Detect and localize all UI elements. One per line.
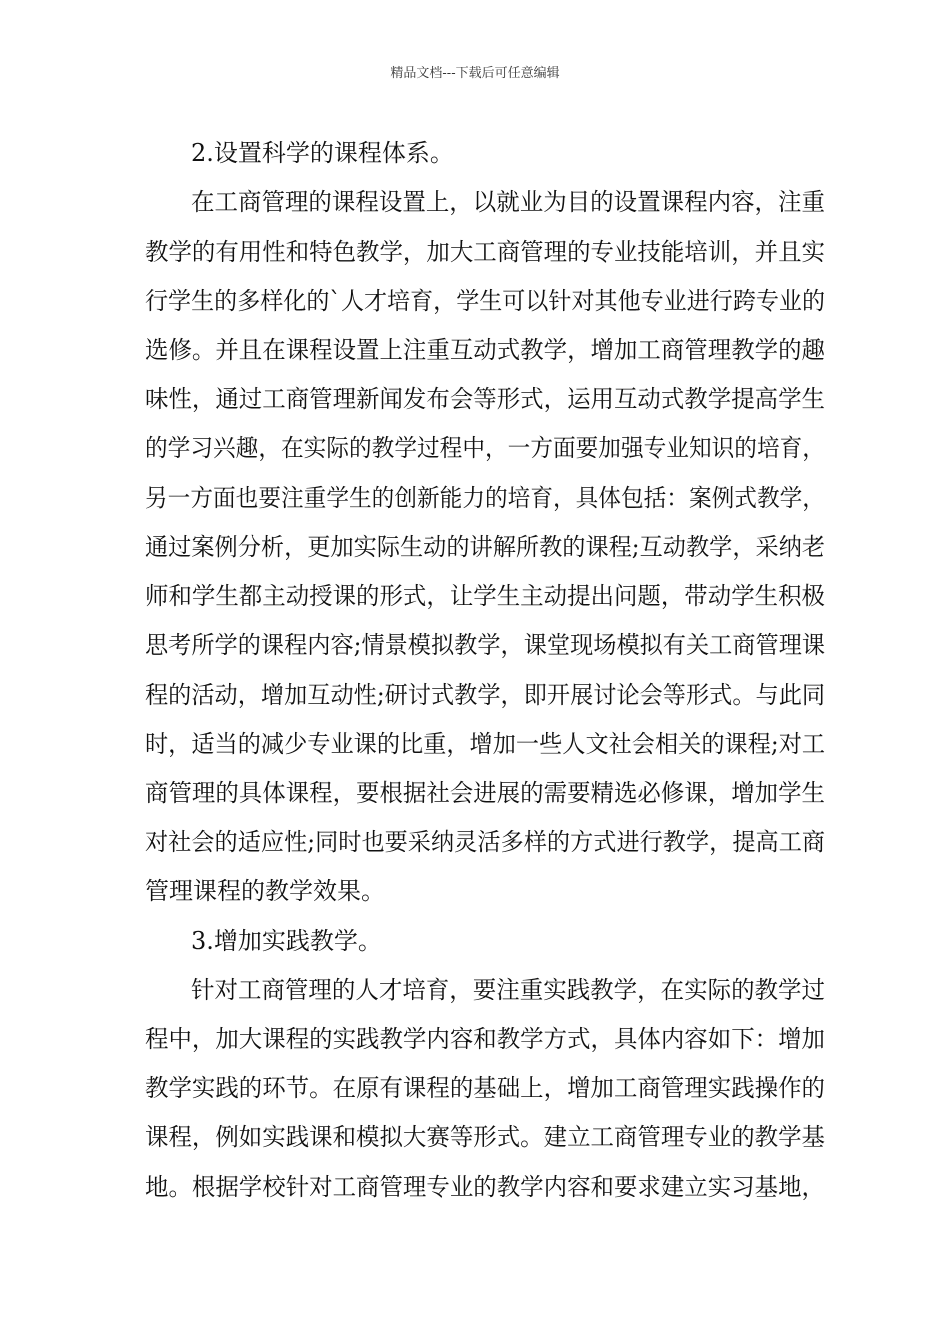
section-3-heading: 3.增加实践教学。 xyxy=(191,927,382,955)
page-header: 精品文档---下载后可任意编辑 xyxy=(390,66,560,81)
paragraph-line: 思考所学的课程内容;情景模拟教学，课堂现场模拟有关工商管理课 xyxy=(145,631,826,659)
paragraph-line: 程中，加大课程的实践教学内容和教学方式，具体内容如下：增加 xyxy=(145,1025,825,1053)
paragraph-line: 另一方面也要注重学生的创新能力的培育，具体包括：案例式教学， xyxy=(145,484,825,512)
paragraph-line: 商管理的具体课程，要根据社会进展的需要精选必修课，增加学生 xyxy=(145,779,825,807)
paragraph-line: 行学生的多样化的`人才培育，学生可以针对其他专业进行跨专业的 xyxy=(145,287,826,315)
paragraph-line: 管理课程的教学效果。 xyxy=(145,877,385,905)
paragraph-line: 针对工商管理的人才培育，要注重实践教学，在实际的教学过 xyxy=(191,976,826,1004)
section-2-heading: 2.设置科学的课程体系。 xyxy=(191,139,454,167)
paragraph-line: 师和学生都主动授课的形式，让学生主动提出问题，带动学生积极 xyxy=(145,582,825,610)
paragraph-line: 选修。并且在课程设置上注重互动式教学，增加工商管理教学的趣 xyxy=(145,336,825,364)
paragraph-line: 时，适当的减少专业课的比重，增加一些人文社会相关的课程;对工 xyxy=(145,730,826,758)
paragraph-line: 的学习兴趣，在实际的教学过程中，一方面要加强专业知识的培育， xyxy=(145,434,825,462)
paragraph-line: 味性，通过工商管理新闻发布会等形式，运用互动式教学提高学生 xyxy=(145,385,825,413)
paragraph-line: 通过案例分析，更加实际生动的讲解所教的课程;互动教学，采纳老 xyxy=(145,533,826,561)
paragraph-line: 对社会的适应性;同时也要采纳灵活多样的方式进行教学，提高工商 xyxy=(145,828,826,856)
paragraph-line: 地。根据学校针对工商管理专业的教学内容和要求建立实习基地， xyxy=(145,1173,825,1201)
paragraph-line: 教学实践的环节。在原有课程的基础上，增加工商管理实践操作的 xyxy=(145,1074,825,1102)
paragraph-line: 程的活动，增加互动性;研讨式教学，即开展讨论会等形式。与此同 xyxy=(145,681,826,709)
paragraph-line: 教学的有用性和特色教学，加大工商管理的专业技能培训，并且实 xyxy=(145,238,825,266)
paragraph-line: 在工商管理的课程设置上，以就业为目的设置课程内容，注重 xyxy=(191,188,826,216)
paragraph-line: 课程，例如实践课和模拟大赛等形式。建立工商管理专业的教学基 xyxy=(145,1123,825,1151)
